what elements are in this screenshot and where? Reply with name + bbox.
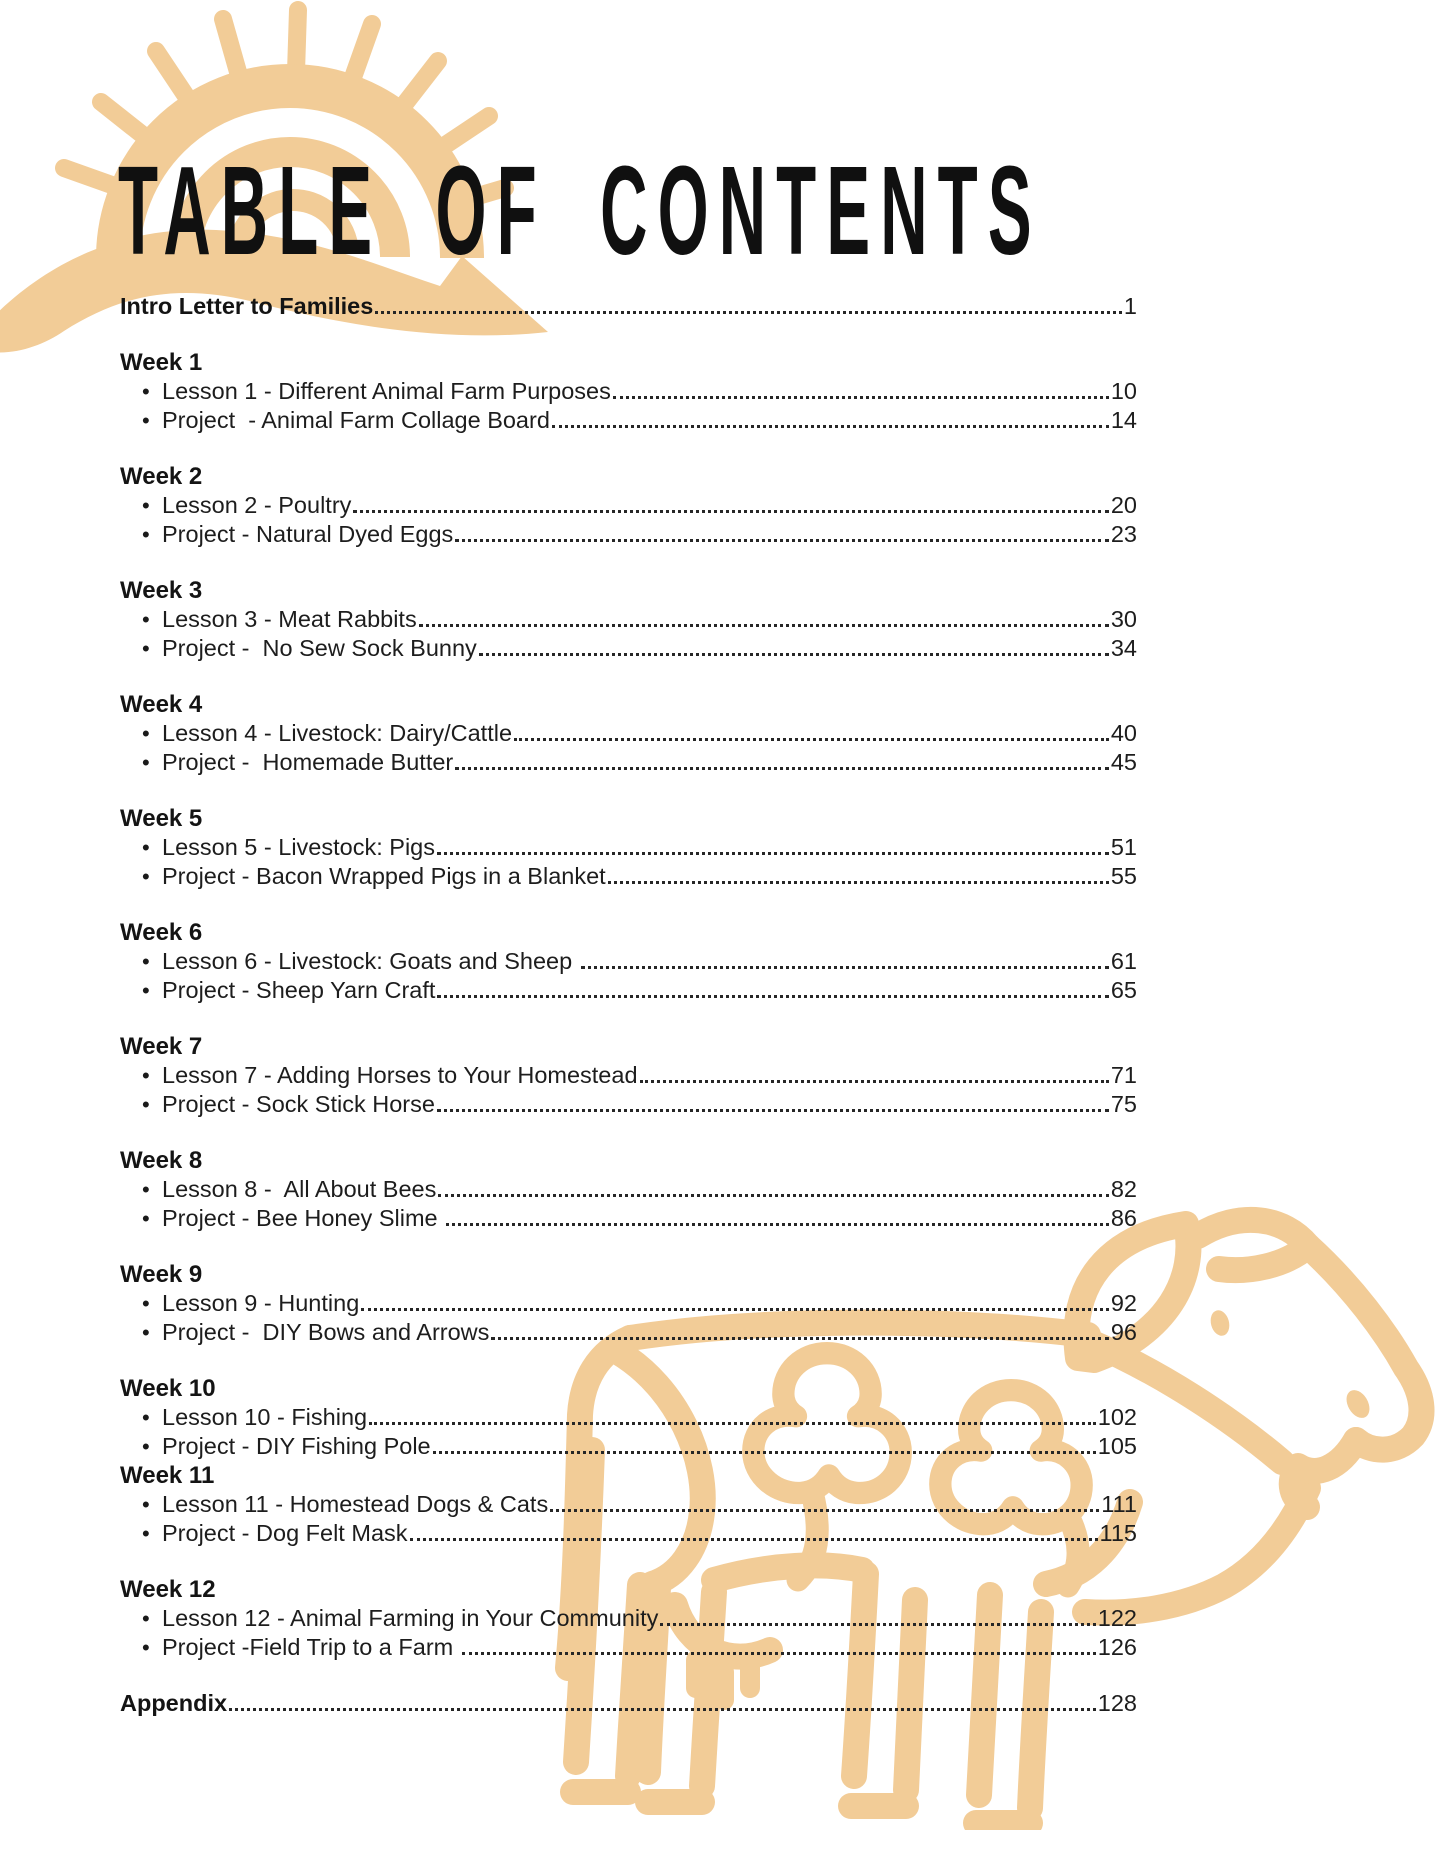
bullet-icon: • [142, 1092, 150, 1117]
toc-entry [120, 1090, 1137, 1119]
toc-entry [120, 833, 1137, 862]
bullet-icon: • [142, 978, 150, 1003]
page-number: 92 [1110, 1290, 1137, 1316]
dotted-leader [552, 425, 1109, 428]
dotted-leader [438, 1194, 1109, 1197]
dotted-leader [446, 1223, 1109, 1226]
toc-entry-label: Project - No Sew Sock Bunny [162, 635, 477, 661]
toc-entry-label: Project - Homemade Butter [162, 749, 454, 775]
bullet-icon: • [142, 1291, 150, 1316]
toc-entry [120, 1604, 1137, 1633]
toc-entry-label: Lesson 4 - Livestock: Dairy/Cattle [162, 720, 513, 746]
dotted-leader [353, 510, 1108, 513]
dotted-leader [361, 1308, 1109, 1311]
page-number: 10 [1110, 378, 1137, 404]
toc-entry [120, 491, 1137, 520]
page-number: 40 [1110, 720, 1137, 746]
bullet-icon: • [142, 493, 150, 518]
toc-entry-label: Project - DIY Bows and Arrows [162, 1319, 490, 1345]
toc-entry [120, 377, 1137, 406]
dotted-leader [437, 852, 1109, 855]
toc-entry-label: Intro Letter to Families [120, 293, 374, 319]
toc-entry [120, 1633, 1137, 1662]
page-number: 128 [1097, 1690, 1137, 1716]
toc-entry [120, 605, 1137, 634]
dotted-leader [369, 1422, 1096, 1425]
page-number: 96 [1110, 1319, 1137, 1345]
bullet-icon: • [142, 750, 150, 775]
toc-week-block [120, 1146, 1137, 1233]
bullet-icon: • [142, 1434, 150, 1459]
week-heading: Week 10 [120, 1375, 216, 1402]
bullet-icon: • [142, 721, 150, 746]
toc-entry-label: Lesson 2 - Poultry [162, 492, 352, 518]
toc-entry-label: Appendix [120, 1690, 228, 1716]
toc-week-block [120, 690, 1137, 777]
toc-entry-label: Project - DIY Fishing Pole [162, 1433, 431, 1459]
page-number: 1 [1123, 293, 1137, 319]
toc-entry [120, 634, 1137, 663]
toc-entry-label: Project - Bacon Wrapped Pigs in a Blanket [162, 863, 606, 889]
page-number: 20 [1110, 492, 1137, 518]
toc-week-block [120, 1260, 1137, 1347]
dotted-leader [640, 1080, 1109, 1083]
toc-entry [120, 520, 1137, 549]
week-heading: Week 4 [120, 691, 203, 718]
table-of-contents [120, 292, 1137, 1718]
toc-entry-label: Project -Field Trip to a Farm [162, 1634, 460, 1660]
toc-entry-label: Lesson 10 - Fishing [162, 1404, 368, 1430]
week-heading: Week 3 [120, 577, 203, 604]
page-number: 45 [1110, 749, 1137, 775]
toc-entry [120, 1318, 1137, 1347]
toc-entry [120, 862, 1137, 891]
toc-week-block [120, 348, 1137, 435]
dotted-leader [455, 767, 1109, 770]
bullet-icon: • [142, 1606, 150, 1631]
toc-entry [120, 976, 1137, 1005]
bullet-icon: • [142, 949, 150, 974]
toc-entry-label: Lesson 1 - Different Animal Farm Purposes [162, 378, 611, 404]
toc-entry [120, 1175, 1137, 1204]
bullet-icon: • [142, 1492, 150, 1517]
week-heading: Week 1 [120, 349, 203, 376]
bullet-icon: • [142, 522, 150, 547]
toc-entry-label: Lesson 8 - All About Bees [162, 1176, 437, 1202]
toc-entry [120, 1519, 1137, 1548]
toc-entry [120, 1432, 1137, 1461]
cow-eye-icon [1208, 1308, 1232, 1338]
bullet-icon: • [142, 1177, 150, 1202]
dotted-leader [455, 539, 1109, 542]
bullet-icon: • [142, 1206, 150, 1231]
dotted-leader [514, 738, 1109, 741]
dotted-leader [462, 1652, 1096, 1655]
toc-entry-label: Project - Bee Honey Slime [162, 1205, 445, 1231]
toc-week-block [120, 462, 1137, 549]
bullet-icon: • [142, 864, 150, 889]
page-number: 65 [1110, 977, 1137, 1003]
toc-week-block [120, 1374, 1137, 1461]
toc-week-block [120, 804, 1137, 891]
page-number: 86 [1110, 1205, 1137, 1231]
toc-entry-label: Project - Natural Dyed Eggs [162, 521, 454, 547]
page-number: 51 [1110, 834, 1137, 860]
toc-week-block [120, 1575, 1137, 1662]
toc-entry [120, 748, 1137, 777]
dotted-leader [375, 311, 1122, 314]
bullet-icon: • [142, 835, 150, 860]
toc-entry-label: Lesson 12 - Animal Farming in Your Community [162, 1605, 659, 1631]
bullet-icon: • [142, 1521, 150, 1546]
week-heading: Week 11 [120, 1462, 215, 1489]
dotted-leader [437, 995, 1108, 998]
toc-entry [120, 719, 1137, 748]
page-number: 82 [1110, 1176, 1137, 1202]
week-heading: Week 6 [120, 919, 203, 946]
toc-entry-label: Lesson 5 - Livestock: Pigs [162, 834, 435, 860]
toc-entry [120, 1061, 1137, 1090]
week-heading: Week 12 [120, 1576, 216, 1603]
toc-entry-label: Lesson 3 - Meat Rabbits [162, 606, 417, 632]
page-number: 30 [1110, 606, 1137, 632]
toc-entry [120, 947, 1137, 976]
toc-week-block [120, 918, 1137, 1005]
dotted-leader [550, 1509, 1099, 1512]
page-number: 122 [1097, 1605, 1137, 1631]
dotted-leader [581, 966, 1109, 969]
toc-entry-label: Project - Sheep Yarn Craft [162, 977, 436, 1003]
page-number: 34 [1110, 635, 1137, 661]
toc-week-block [120, 576, 1137, 663]
toc-entry [120, 1490, 1137, 1519]
dotted-leader [613, 396, 1109, 399]
page-number: 115 [1099, 1520, 1137, 1546]
page-number: 71 [1110, 1062, 1137, 1088]
week-heading: Week 2 [120, 463, 203, 490]
dotted-leader [229, 1708, 1096, 1711]
dotted-leader [419, 624, 1109, 627]
page-number: 75 [1110, 1091, 1137, 1117]
page-number: 23 [1110, 521, 1137, 547]
toc-entry-label: Project - Dog Felt Mask [162, 1520, 408, 1546]
toc-entry [120, 1289, 1137, 1318]
toc-entry-intro [120, 292, 1137, 321]
bullet-icon: • [142, 408, 150, 433]
page-title: TABLE OF CONTENTS [118, 140, 1042, 282]
bullet-icon: • [142, 1635, 150, 1660]
bullet-icon: • [142, 607, 150, 632]
week-heading: Week 9 [120, 1261, 203, 1288]
toc-entry-label: Project - Sock Stick Horse [162, 1091, 435, 1117]
toc-entry-label: Lesson 11 - Homestead Dogs & Cats [162, 1491, 549, 1517]
page-number: 111 [1101, 1491, 1137, 1517]
week-heading: Week 8 [120, 1147, 203, 1174]
toc-entry [120, 406, 1137, 435]
week-heading: Week 5 [120, 805, 203, 832]
toc-week-block [120, 1461, 1137, 1548]
toc-entry-label: Project - Animal Farm Collage Board [162, 407, 550, 433]
toc-entry [120, 1204, 1137, 1233]
dotted-leader [660, 1623, 1095, 1626]
dotted-leader [410, 1538, 1098, 1541]
page-number: 55 [1110, 863, 1137, 889]
dotted-leader [437, 1109, 1109, 1112]
bullet-icon: • [142, 1320, 150, 1345]
page-number: 105 [1097, 1433, 1137, 1459]
page-number: 61 [1110, 948, 1137, 974]
page-number: 102 [1097, 1404, 1137, 1430]
bullet-icon: • [142, 379, 150, 404]
dotted-leader [479, 653, 1109, 656]
toc-entry-appendix [120, 1689, 1137, 1718]
dotted-leader [491, 1337, 1108, 1340]
toc-entry-label: Lesson 9 - Hunting [162, 1290, 360, 1316]
dotted-leader [433, 1451, 1096, 1454]
toc-week-block [120, 1032, 1137, 1119]
cow-nostril-icon [1342, 1386, 1374, 1422]
bullet-icon: • [142, 1063, 150, 1088]
bullet-icon: • [142, 1405, 150, 1430]
toc-entry-label: Lesson 6 - Livestock: Goats and Sheep [162, 948, 579, 974]
week-heading: Week 7 [120, 1033, 203, 1060]
toc-entry [120, 1403, 1137, 1432]
dotted-leader [608, 881, 1109, 884]
bullet-icon: • [142, 636, 150, 661]
page-number: 14 [1110, 407, 1137, 433]
page-number: 126 [1097, 1634, 1137, 1660]
toc-entry-label: Lesson 7 - Adding Horses to Your Homestead [162, 1062, 638, 1088]
